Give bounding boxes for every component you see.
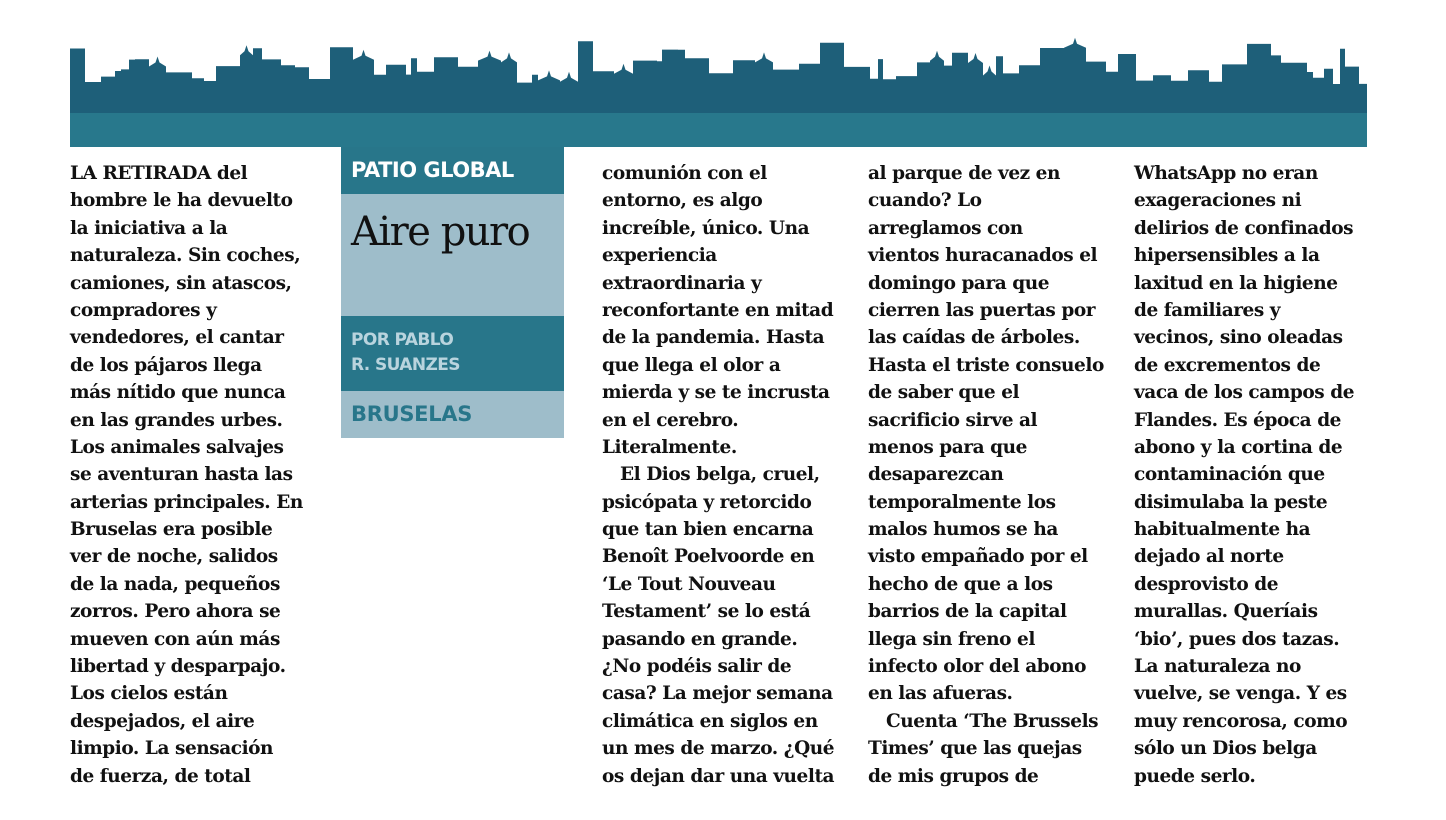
text-line: que tan bien encarna <box>602 519 814 541</box>
text-line: disimulaba la peste <box>1134 491 1328 513</box>
text-line: en el cerebro. <box>602 409 739 431</box>
text-line: vendedores, el cantar <box>70 327 284 349</box>
text-line: compradores y <box>70 299 217 321</box>
text-line: desprovisto de <box>1134 573 1279 595</box>
text-line: infecto olor del abono <box>868 656 1087 678</box>
text-line: sólo un Dios belga <box>1134 738 1317 760</box>
text-line: que llega el olor a <box>602 354 781 376</box>
text-line: de la pandemia. Hasta <box>602 327 825 349</box>
text-line: abono y la cortina de <box>1134 436 1343 458</box>
text-line: malos humos se ha <box>868 519 1058 541</box>
text-line: barrios de la capital <box>868 601 1067 623</box>
text-line: las caídas de árboles. <box>868 327 1080 349</box>
text-line: un mes de marzo. ¿Qué <box>602 738 835 760</box>
text-line: muy rencorosa, como <box>1134 710 1348 732</box>
text-line: casa? La mejor semana <box>602 683 833 705</box>
text-line: mierda y se te incrusta <box>602 382 830 404</box>
text-line: Times’ que las quejas <box>868 738 1082 760</box>
text-line: psicópata y retorcido <box>602 491 812 513</box>
text-line: sacrificio sirve al <box>868 409 1038 431</box>
text-line: mueven con aún más <box>70 628 280 650</box>
text-line: más nítido que nunca <box>70 382 286 404</box>
text-line: laxitud en la higiene <box>1134 272 1338 294</box>
skyline-silhouette <box>70 38 1367 114</box>
byline <box>341 316 564 391</box>
text-line: Los cielos están <box>70 683 228 705</box>
section-sidebar <box>341 147 564 438</box>
text-line: de los pájaros llega <box>70 354 262 376</box>
text-line: ‘Le Tout Nouveau <box>602 573 776 595</box>
text-line: menos para que <box>868 436 1027 458</box>
text-line: de excrementos de <box>1134 354 1321 376</box>
text-line: de familiares y <box>1134 299 1281 321</box>
byline-line: R. SUANZES <box>351 355 460 375</box>
article-column-4 <box>1134 160 1354 790</box>
text-line: libertad y desparpajo. <box>70 656 286 678</box>
text-line: camiones, sin atascos, <box>70 272 292 294</box>
text-line: El Dios belga, cruel, <box>620 464 820 486</box>
text-line: de mis grupos de <box>868 765 1039 787</box>
article-column-1 <box>70 160 303 790</box>
text-line: temporalmente los <box>868 491 1056 513</box>
text-line: Testament’ se lo está <box>602 601 811 623</box>
text-line: Los animales salvajes <box>70 436 284 458</box>
text-line: Benoît Poelvoorde en <box>602 546 815 568</box>
text-line: contaminación que <box>1134 464 1325 486</box>
text-line: arterias principales. En <box>70 491 303 513</box>
banner-band <box>70 113 1367 147</box>
text-line: domingo para que <box>868 272 1050 294</box>
text-line: increíble, único. Una <box>602 217 810 239</box>
text-line: al parque de vez en <box>868 163 1061 184</box>
section-name: PATIO GLOBAL <box>341 147 564 194</box>
text-line: vientos huracanados el <box>868 245 1098 267</box>
text-line: hipersensibles a la <box>1134 245 1320 267</box>
city-skyline-banner <box>70 30 1367 147</box>
text-line: murallas. Queríais <box>1134 601 1318 623</box>
text-line: puede serlo. <box>1134 765 1256 787</box>
text-line: dejado al norte <box>1134 546 1284 568</box>
text-line: limpio. La sensación <box>70 738 274 760</box>
text-line: de saber que el <box>868 382 1020 404</box>
text-line: WhatsApp no eran <box>1134 163 1318 184</box>
text-line: en las grandes urbes. <box>70 409 283 431</box>
text-line: comunión con el <box>602 163 767 184</box>
text-line: hombre le ha devuelto <box>70 190 293 212</box>
text-line: entorno, es algo <box>602 190 763 212</box>
text-line: vecinos, sino oleadas <box>1134 327 1343 349</box>
text-line: habitualmente ha <box>1134 519 1311 541</box>
text-line: visto empañado por el <box>868 546 1088 568</box>
text-line: vaca de los campos de <box>1134 382 1355 404</box>
article-column-3 <box>868 160 1104 790</box>
text-line: llega sin freno el <box>868 628 1035 650</box>
text-line: exageraciones ni <box>1134 190 1302 212</box>
text-line: cuando? Lo <box>868 190 982 212</box>
text-line: arreglamos con <box>868 217 1023 239</box>
text-line: hecho de que a los <box>868 573 1053 595</box>
headline: Aire puro <box>341 194 564 316</box>
text-line: naturaleza. Sin coches, <box>70 245 301 267</box>
text-line: se aventuran hasta las <box>70 464 293 486</box>
text-line: Literalmente. <box>602 436 737 458</box>
text-line: LA RETIRADA del <box>70 163 248 184</box>
text-line: Hasta el triste consuelo <box>868 354 1104 376</box>
text-line: vuelve, se venga. Y es <box>1134 683 1347 705</box>
text-line: pasando en grande. <box>602 628 798 650</box>
text-line: os dejan dar una vuelta <box>602 765 835 787</box>
text-line: ver de noche, salidos <box>70 546 278 568</box>
text-line: Bruselas era posible <box>70 519 273 541</box>
text-line: Flandes. Es época de <box>1134 409 1342 431</box>
text-line: de la nada, pequeños <box>70 573 280 595</box>
text-line: experiencia <box>602 245 717 267</box>
text-line: ‘bio’, pues dos tazas. <box>1134 628 1340 650</box>
text-line: La naturaleza no <box>1134 656 1301 678</box>
text-line: cierren las puertas por <box>868 299 1096 321</box>
text-line: en las afueras. <box>868 683 1013 705</box>
text-line: zorros. Pero ahora se <box>70 601 281 623</box>
text-line: ¿No podéis salir de <box>602 656 792 678</box>
text-line: reconfortante en mitad <box>602 299 834 321</box>
article-column-2 <box>602 160 834 790</box>
dateline: BRUSELAS <box>341 391 564 438</box>
text-line: la iniciativa a la <box>70 217 228 239</box>
text-line: de fuerza, de total <box>70 765 251 787</box>
text-line: Cuenta ‘The Brussels <box>886 710 1099 732</box>
byline-line: POR PABLO <box>351 330 454 350</box>
text-line: extraordinaria y <box>602 272 762 294</box>
text-line: delirios de confinados <box>1134 217 1354 239</box>
text-line: desaparezcan <box>868 464 1004 486</box>
text-line: climática en siglos en <box>602 710 818 732</box>
text-line: despejados, el aire <box>70 710 255 732</box>
